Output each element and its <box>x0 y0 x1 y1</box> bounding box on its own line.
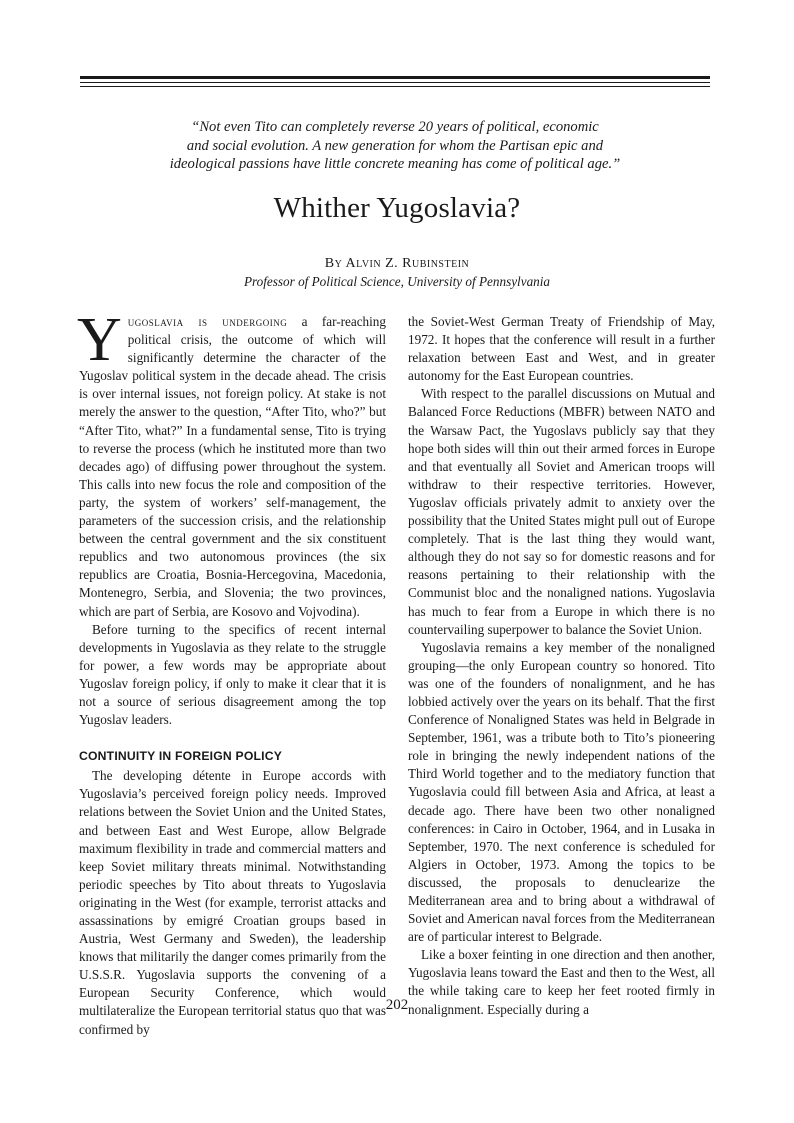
drop-cap: Y <box>77 306 122 374</box>
paragraph: With respect to the parallel discussions on Mutual and Balanced Force Reductions (MBFR) between NATO and the Warsaw Pact, the Yugoslavs publicly say that they hope both sides will thin out their armed forces in Europe and that eventually all Soviet and American troops will withdraw to their respective territories. However, Yugoslav officials privately admit to anxiety over the possibility that the United States might pull out of Europe completely. That is the last thing they would want, although they do not say so for domestic reasons and for reasons pertaining to their relationship with the Communist bloc and the nonaligned nations. Yugoslavia has much to fear from a Europe in which there is no countervailing superpower to balance the Soviet Union. <box>408 386 715 637</box>
right-column <box>408 313 715 1019</box>
paragraph: The developing détente in Europe accords with Yugoslavia’s perceived foreign policy needs. Improved relations between the Soviet Union and the United States, and between East and West Europe, allow Belgrade maximum flexibility in trade and commercial matters and keep Soviet military threats minimal. Notwithstanding periodic speeches by Tito about threats to Yugoslavia originating in the West (for example, terrorist attacks and assassinations by emigré Croatian groups based in Austria, West Germany and Sweden), the leadership knows that militarily the danger comes primarily from the U.S.S.R. Yugoslavia supports the convening of a European Security Conference, which would multilateralize the European territorial status quo that was confirmed by <box>79 768 386 1037</box>
paragraph: Yugoslavia remains a key member of the nonaligned grouping—the only European country so honored. Tito was one of the founders of nonalignment, and he has lobbied actively over the years on its behalf. That the first Conference of Nonaligned States was held in Belgrade in September, 1961, was a tribute both to Tito’s pioneering role in bringing the newly independent nations of the Third World together and to the mediatory function that Yugoslavia could fill between Asia and Africa, at least a decade ago. There have been two other nonaligned conferences: in Cairo in October, 1964, and in Lusaka in September, 1970. The next conference is scheduled for Algiers in October, 1973. Among the topics to be discussed, the proposals to denuclearize the Mediterranean area and to bring about a withdrawal of Soviet and American naval forces from the Mediterranean are of particular interest to Belgrade. <box>408 639 715 945</box>
paragraph: Like a boxer feinting in one direction and then another, Yugoslavia leans toward the East and then to the West, all the while taking care to keep her feet rooted firmly in nonalignment. Especially during a <box>408 947 715 1017</box>
top-rule-thick <box>80 76 710 79</box>
lead-in-smallcaps: ugoslavia is undergoing <box>127 314 288 329</box>
epigraph-line: and social evolution. A new generation for whom the Partisan epic and <box>186 137 604 154</box>
top-rule-thin <box>80 82 710 83</box>
opening-paragraph <box>77 306 386 621</box>
left-column <box>77 306 386 1039</box>
section-heading: CONTINUITY IN FOREIGN POLICY <box>79 749 283 764</box>
paragraph-text: a far-reaching political crisis, the outcome of which will significantly determine the character of the Yugoslav political system in the decade ahead. The crisis is over internal issues, not foreign policy. At stake is not merely the answer to the question, “After Tito, who?” but “After Tito, what?” In a fundamental sense, Tito is trying to reverse the process (which he instituted more than two decades ago) of diffusing power throughout the system. This calls into new focus the role and composition of the party, the system of workers’ self-management, the parameters of the succession crisis, and the relationship between the central government and the six constituent republics and two autonomous provinces (the six republics are Croatia, Bosnia-Hercegovina, Macedonia, Montenegro, Serbia, and Slovenia; the two provinces, which are part of Serbia, are Kosovo and Vojvodina). <box>79 314 386 619</box>
epigraph-line: “Not even Tito can completely reverse 20 years of political, economic <box>191 119 599 135</box>
paragraph: Before turning to the specifics of recent internal developments in Yugoslavia as they relate to the struggle for power, a few words may be appropriate about Yugoslav foreign policy, if only to make it clear that it is not a source of serious disagreement among the top Yugoslav leaders. <box>79 621 386 728</box>
paragraph: the Soviet-West German Treaty of Friendship of May, 1972. It hopes that the conference will result in a further relaxation between East and West, and in greater autonomy for the East European countries. <box>408 314 715 384</box>
top-rule-thin-lower <box>80 86 710 87</box>
page-number: 202 <box>385 997 409 1013</box>
epigraph-line: ideological passions have little concrete meaning has come of political age.” <box>169 156 621 172</box>
author-byline: By Alvin Z. Rubinstein <box>324 256 470 271</box>
article-title: Whither Yugoslavia? <box>273 192 521 224</box>
epigraph-quote <box>150 118 640 174</box>
author-affiliation: Professor of Political Science, University of Pennsylvania <box>243 274 551 289</box>
